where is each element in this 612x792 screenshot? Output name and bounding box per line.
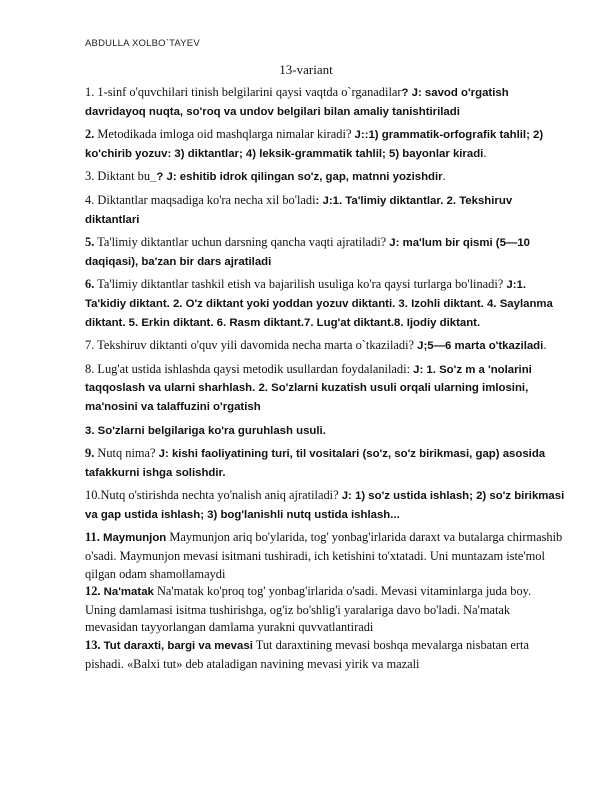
- question-item: [85, 337, 565, 356]
- question-item: [85, 234, 565, 271]
- answer-text: 3. So'zlarni belgilariga ko'ra guruhlash usuli.: [85, 424, 326, 437]
- question-item: [85, 126, 565, 163]
- question-number: 5.: [85, 235, 95, 250]
- question-item: [85, 361, 565, 417]
- question-suffix: .: [543, 338, 547, 353]
- item-number: 13.: [85, 638, 101, 653]
- question-text: Metodikada imloga oid mashqlarga nimalar kiradi?: [94, 127, 355, 142]
- question-item: [85, 84, 565, 121]
- question-item: [85, 487, 565, 524]
- answer-text: _? J: eshitib idrok qilingan so'z, gap, matnni yozishdir: [150, 171, 443, 184]
- question-text: 7. Tekshiruv diktanti o'quv yili davomida necha marta o`tkaziladi?: [85, 338, 418, 353]
- page-header-author: ABDULLA XOLBO`TAYEV: [85, 38, 200, 49]
- plant-name: Maymunjon: [99, 532, 167, 545]
- question-text: 3. Diktant bu: [85, 169, 151, 184]
- question-number: 6.: [85, 277, 95, 292]
- plant-item: [85, 637, 565, 673]
- plant-description: Maymunjon ariq bo'ylarida, tog' yonbag'irlarida daraxt va butalarga chirmashib o'sadi. Maymunjon mevasi isitmani tushiradi, ich ketishini to'xtatadi. Uni muntazam iste'mol qilgan odam shamollamaydi: [85, 530, 563, 581]
- answer-text: J: 1) so'z ustida ishlash; 2) so'z birikmasi va gap ustida ishlash; 3) bog'lanishli nutq ustida ishlash...: [85, 490, 565, 521]
- question-text: 10.Nutq o'stirishda nechta yo'nalish aniq ajratiladi?: [85, 488, 342, 503]
- plant-name: Tut daraxti, bargi va mevasi: [100, 640, 253, 653]
- question-text: Ta'limiy diktantlar tashkil etish va bajarilish usuliga ko'ra qaysi turlarga bo'linadi?: [94, 277, 507, 292]
- answer-text: J: 1. So'z m a 'nolarini taqqoslash va ularni sharhlash. 2. So'zlarni kuzatish usuli orqali ularning imlosini, ma'nosini va talaffuzini o'rgatish: [85, 363, 532, 413]
- item-number: 12.: [85, 584, 101, 599]
- variant-title: 13-variant: [279, 62, 333, 77]
- item-number: 11.: [85, 530, 100, 545]
- answer-continuation: [85, 422, 565, 441]
- plant-description: Na'matak ko'proq tog' yonbag'irlarida o'sadi. Mevasi vitaminlarga juda boy. Uning damlamasi isitma tushirishga, og'iz bo'shlig'i yaralariga davo bo'ladi. Na'matak mevasidan tayyorlangan damlama yurakni quvvatlantiradi: [85, 584, 532, 635]
- question-text: 4. Diktantlar maqsadiga ko'ra necha xil bo'ladi: [85, 192, 316, 207]
- plant-description: Tut daraxtining mevasi boshqa mevalarga nisbatan erta pishadi. «Balxi tut» deb ataladigan navining mevasi yirik va mazali: [85, 638, 529, 671]
- question-text: Ta'limiy diktantlar uchun darsning qancha vaqti ajratiladi?: [94, 235, 390, 250]
- question-text: 1. 1-sinf o'quvchilari tinish belgilarini qaysi vaqtda o`rganadilar: [85, 85, 402, 99]
- question-number: 9.: [85, 446, 95, 461]
- answer-text: : J:1. Ta'limiy diktantlar. 2. Tekshiruv diktantlari: [85, 194, 513, 226]
- answer-text: J;5—6 marta o'tkaziladi: [417, 340, 544, 353]
- question-number: 2.: [85, 127, 95, 142]
- question-suffix: .: [442, 169, 446, 184]
- question-item: [85, 168, 565, 187]
- question-list: [85, 84, 565, 673]
- plant-name: Na'matak: [100, 586, 154, 599]
- answer-text: J::1) grammatik-orfografik tahlil; 2) ko'chirib yozuv: 3) diktantlar; 4) leksik-grammatik tahlil; 5) bayonlar kiradi: [85, 129, 544, 160]
- plant-item: [85, 583, 565, 637]
- question-suffix: .: [483, 145, 487, 160]
- answer-text: J: kishi faoliyatining turi, til vositalari (so'z, so'z birikmasi, gap) asosida tafakkurni ishga solishdir.: [85, 448, 546, 479]
- question-text: Nutq nima?: [94, 446, 159, 461]
- plant-item: [85, 529, 565, 583]
- question-text: 8. Lug'at ustida ishlashda qaysi metodik usullardan foydalaniladi:: [85, 361, 414, 376]
- question-item: [85, 192, 565, 229]
- answer-text: J:1. Ta'kidiy diktant. 2. O'z diktant yoki yoddan yozuv diktanti. 3. Izohli diktant. 4. Saylanma diktant. 5. Erkin diktant. 6. Rasm diktant.7. Lug'at diktant.8. Ijodiy diktant.: [85, 279, 553, 329]
- answer-text: J: ma'lum bir qismi (5—10 daqiqasi), ba'zan bir dars ajratiladi: [85, 237, 530, 268]
- question-item: [85, 445, 565, 482]
- question-item: [85, 276, 565, 332]
- answer-text: ? J: savod o'rgatish davridayoq nuqta, so'roq va undov belgilari bilan amaliy tanishtiriladi: [85, 87, 509, 118]
